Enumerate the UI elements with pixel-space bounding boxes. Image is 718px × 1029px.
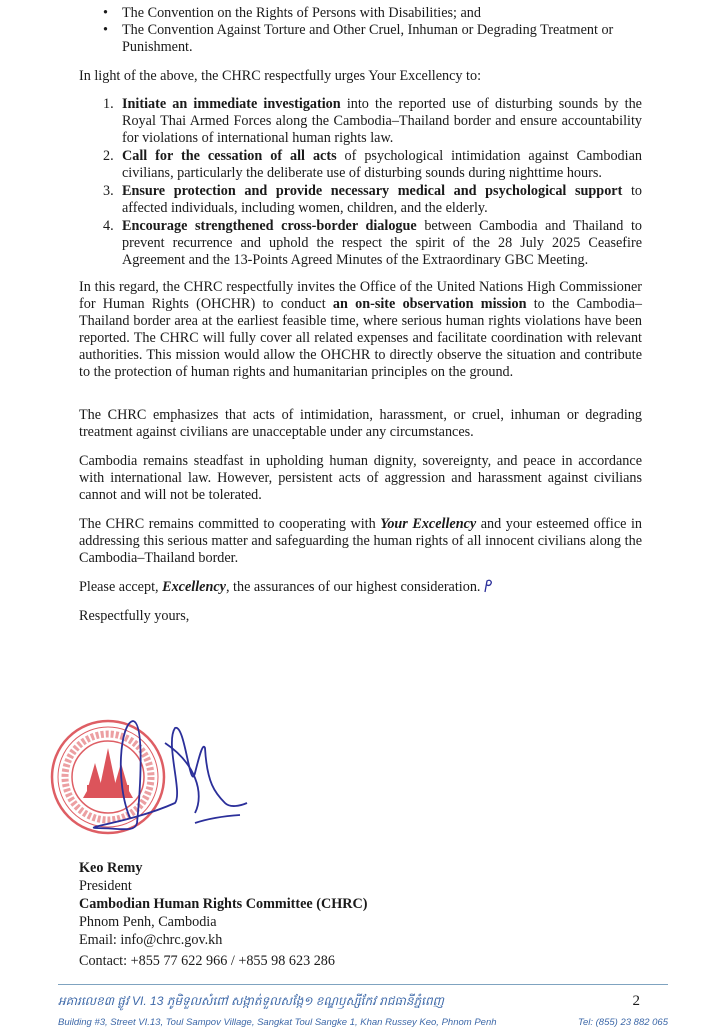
signatory-email: Email: info@chrc.gov.kh xyxy=(79,932,223,948)
request-item: 3. Ensure protection and provide necessary medical and psychological support to affected individuals, including women, children, and the elderly. xyxy=(103,183,642,216)
emphasizes-paragraph: The CHRC emphasizes that acts of intimidation, harassment, or cruel, inhuman or degrading treatment against civilians are unacceptable under any circumstances. xyxy=(79,407,642,440)
footer-row-khmer xyxy=(58,993,668,1010)
committed-paragraph: The CHRC remains committed to cooperating with Your Excellency and your esteemed office in addressing this serious matter and safeguarding the human rights of all innocent civilians along the Cambodia–Thailand border. xyxy=(79,516,642,566)
page-number: 2 xyxy=(632,993,640,1009)
footer-row-english xyxy=(58,1016,668,1029)
footer-khmer-address: អគារលេខ៣ ផ្លូវ VI. 13 ភូមិទួលសំពៅ សង្កាត់ទួលសង្កែ១ ខណ្ឌឫស្សីកែវ រាជធានីភ្នំពេញ xyxy=(58,994,444,1008)
signatory-city: Phnom Penh, Cambodia xyxy=(79,914,217,930)
accept-paragraph: Please accept, Excellency, the assurances of our highest consideration. xyxy=(79,579,642,596)
footer-address: Building #3, Street VI.13, Toul Sampov Village, Sangkat Toul Sangke 1, Khan Russey Keo, Phnom Penh xyxy=(58,1017,497,1028)
initial-mark xyxy=(482,579,494,593)
request-item: 2. Call for the cessation of all acts of psychological intimidation against Cambodian civilians, particularly the deliberate use of disturbing sounds during nighttime hours. xyxy=(103,148,642,181)
intro-paragraph: In light of the above, the CHRC respectfully urges Your Excellency to: xyxy=(79,68,482,84)
request-item: 4. Encourage strengthened cross-border dialogue between Cambodia and Thailand to prevent recurrence and uphold the respect the spirit of the 28 July 2025 Ceasefire Agreement and the 13-Points Agreed Minutes of the Extraordinary GBC Meeting. xyxy=(103,218,642,268)
convention-list xyxy=(79,5,642,56)
regard-paragraph: In this regard, the CHRC respectfully invites the Office of the United Nations High Commissioner for Human Rights (OHCHR) to conduct an on-site observation mission to the Cambodia–Thailand border area at the earliest feasible time, where serious human rights violations have been reported. The CHRC will fully cover all related expenses and facilitate coordination with relevant authorities. This mission would allow the OHCHR to directly observe the situation and contribute to the protection of human rights and humanitarian principles on the ground. xyxy=(79,279,642,380)
bullet-item: • The Convention on the Rights of Persons with Disabilities; and xyxy=(79,5,642,22)
temple-emblem xyxy=(83,748,133,798)
steadfast-paragraph: Cambodia remains steadfast in upholding human dignity, sovereignty, and peace in accordance with international law. However, persistent acts of aggression and harassment against civilians cannot and will not be tolerated. xyxy=(79,453,642,503)
signatory-name: Keo Remy xyxy=(79,860,143,876)
footer xyxy=(58,984,668,1029)
signatory-contact: Contact: +855 77 622 966 / +855 98 623 286 xyxy=(79,953,335,969)
bullet-item: • The Convention Against Torture and Other Cruel, Inhuman or Degrading Treatment or Punishment. xyxy=(79,22,642,56)
signatory-title: President xyxy=(79,878,132,894)
stamp-and-signature xyxy=(25,703,255,853)
signature-block xyxy=(79,859,642,970)
request-item: 1. Initiate an immediate investigation into the reported use of disturbing sounds by the Royal Thai Armed Forces along the Cambodia–Thailand border and ensure accountability for violations of international human rights law. xyxy=(103,96,642,146)
stamp-area xyxy=(79,625,642,859)
signatory-org: Cambodian Human Rights Committee (CHRC) xyxy=(79,896,368,912)
requests-list xyxy=(79,96,642,269)
footer-tel: Tel: (855) 23 882 065 xyxy=(578,1017,668,1028)
closing: Respectfully yours, xyxy=(79,608,190,624)
